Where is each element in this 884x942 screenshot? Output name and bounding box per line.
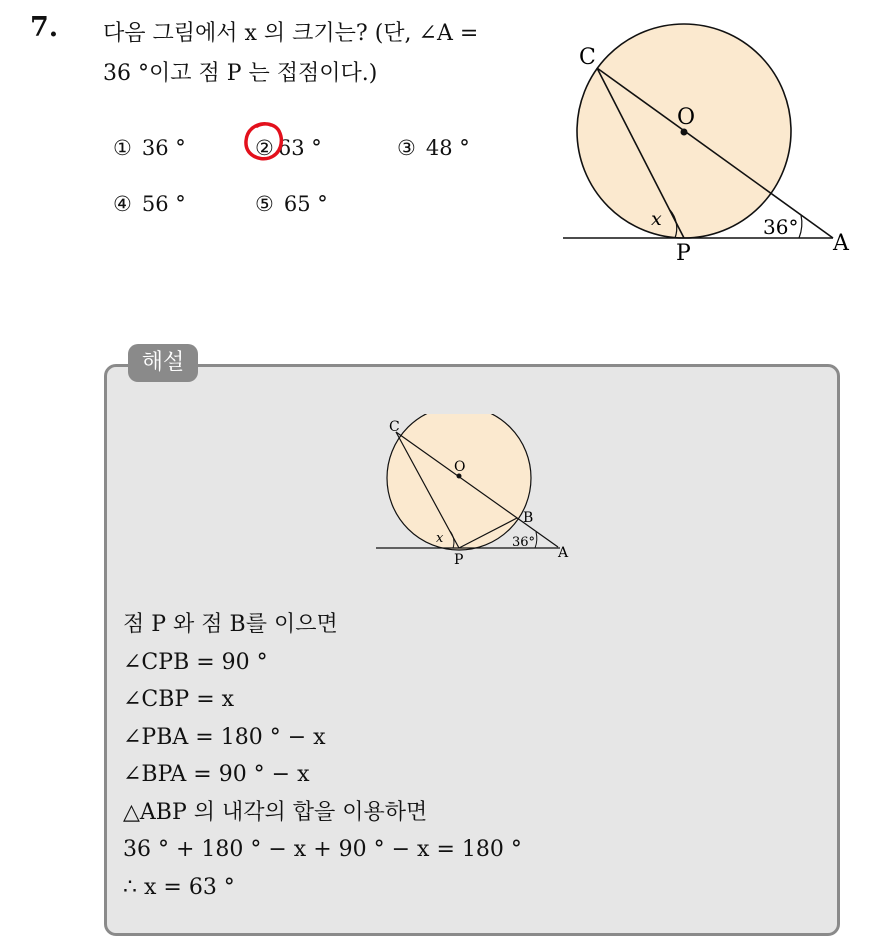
geometry-figure-solution <box>370 414 580 574</box>
solution-tab: 해설 <box>128 344 198 382</box>
choice-number: ⑤ <box>255 192 274 216</box>
label-a: A <box>558 545 569 561</box>
answer-mark-circle <box>241 119 287 165</box>
angle-arc-a <box>535 532 537 548</box>
choice-number: ③ <box>397 136 416 160</box>
question-number: 7. <box>30 12 59 43</box>
solution-line: ∠CBP = x <box>123 687 235 712</box>
choice-value: 65 ° <box>283 192 328 216</box>
label-c: C <box>389 419 400 435</box>
choice-1[interactable] <box>113 135 186 161</box>
question-text: 다음 그림에서 x 의 크기는? (단, ∠A = 36 °이고 점 P 는 접점이다.) <box>103 21 479 86</box>
label-c: C <box>579 45 596 70</box>
solution-line: 점 P 와 점 B를 이으면 <box>123 612 338 637</box>
label-p: P <box>454 552 464 568</box>
choice-3[interactable] <box>397 135 470 161</box>
solution-line: ∠CPB = 90 ° <box>123 649 268 675</box>
label-x: x <box>436 531 444 546</box>
choice-number: ① <box>113 136 132 160</box>
label-36: 36° <box>763 215 799 239</box>
choice-number: ② <box>255 136 274 160</box>
label-b: B <box>523 510 534 526</box>
choice-value: 36 ° <box>141 136 186 160</box>
choice-value: 63 ° <box>277 136 322 160</box>
label-x: x <box>651 208 662 230</box>
circle-o <box>387 414 534 550</box>
label-a: A <box>833 231 849 256</box>
label-36: 36° <box>512 535 536 550</box>
solution-line: ∴ x = 63 ° <box>123 874 235 900</box>
geometry-figure-main <box>555 20 865 280</box>
choice-5[interactable] <box>255 191 328 217</box>
label-o: O <box>677 105 696 130</box>
angle-arc-a <box>799 215 802 238</box>
choice-value: 48 ° <box>425 136 470 160</box>
solution-line: ∠PBA = 180 ° − x <box>123 724 326 750</box>
solution-text <box>123 606 522 906</box>
choice-4[interactable] <box>113 191 186 217</box>
choice-number: ④ <box>113 192 132 216</box>
label-p: P <box>676 241 691 266</box>
solution-line: ∠BPA = 90 ° − x <box>123 762 310 787</box>
solution-line: 36 ° + 180 ° − x + 90 ° − x = 180 ° <box>123 837 522 862</box>
label-o: O <box>454 459 466 475</box>
solution-line: △ABP 의 내각의 합을 이용하면 <box>123 799 428 825</box>
choice-value: 56 ° <box>141 192 186 216</box>
